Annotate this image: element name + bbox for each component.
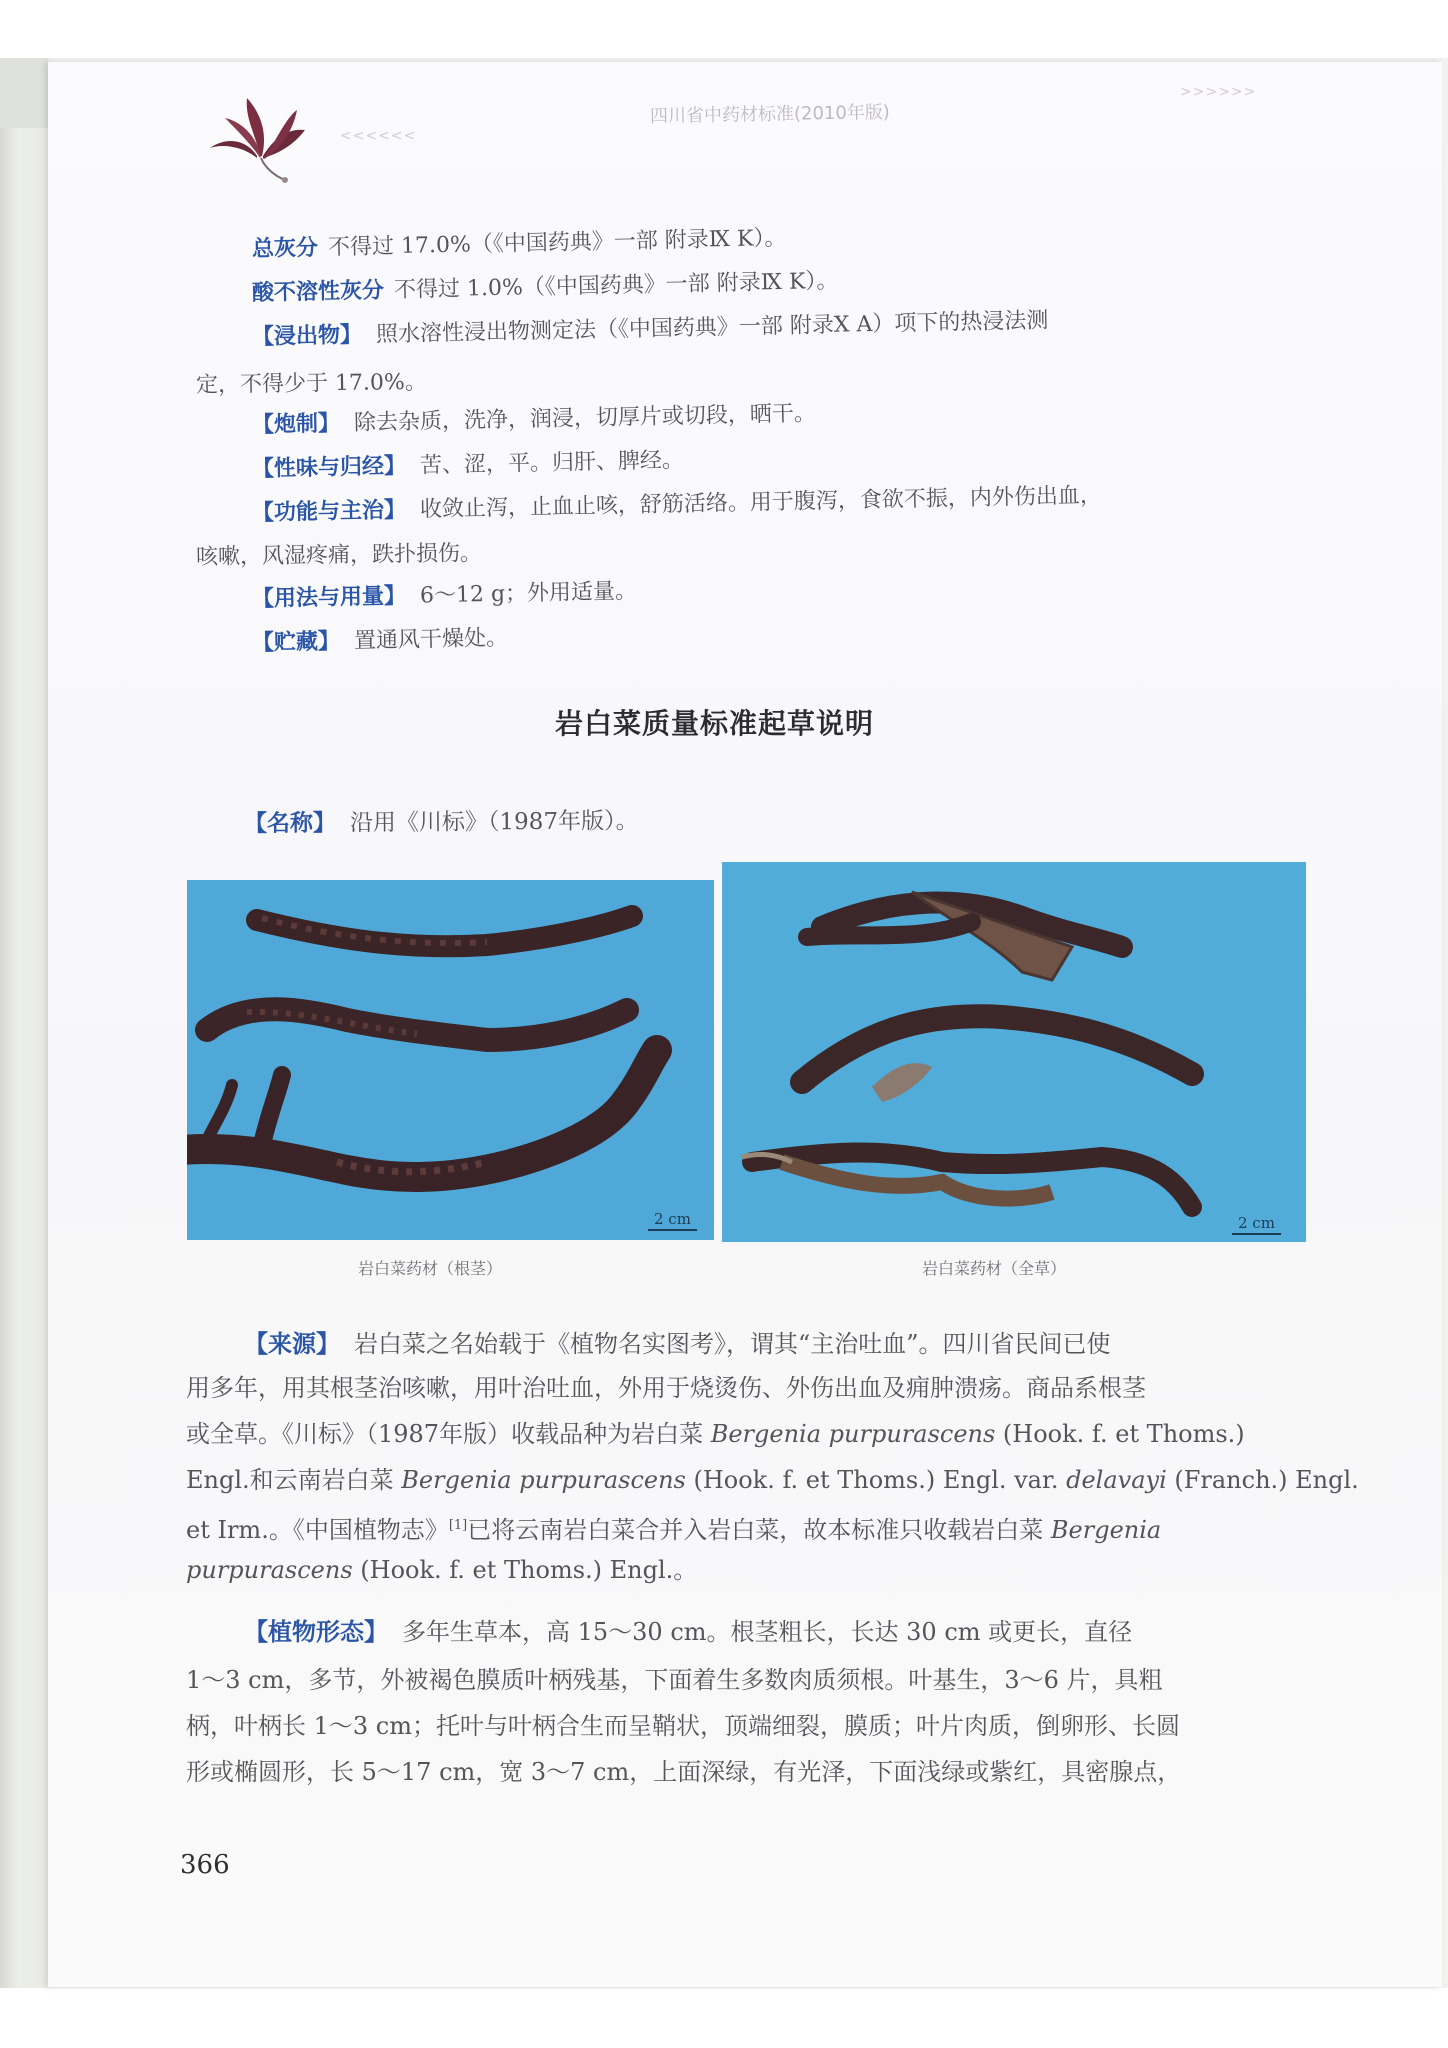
function-label: 【功能与主治】 (251, 497, 407, 526)
latin-name-2: Bergenia purpurascens (401, 1466, 686, 1494)
latin-var-name: delavayi (1066, 1466, 1167, 1494)
source-text-5a: et Irm.。《中国植物志》 (186, 1516, 449, 1544)
source-text-3c: (Hook. f. et Thoms.) (995, 1420, 1245, 1448)
extract-text-2: 定，不得少于 17.0%。 (195, 369, 428, 398)
morphology-line-2 (186, 1666, 1336, 1694)
morphology-line-1 (244, 1618, 1394, 1646)
source-text-1: 岩白菜之名始载于《植物名实图考》，谓其“主治吐血”。四川省民间已使 (354, 1330, 1111, 1358)
scale-bar-2: 2 cm (1232, 1214, 1281, 1235)
usage-text: 6～12 g；外用适量。 (419, 578, 638, 609)
rhizome-photo (187, 880, 714, 1240)
ash-acid-text: 不得过 1.0%（《中国药典》一部 附录Ⅸ K）。 (393, 268, 839, 304)
morphology-text-2: 1～3 cm，多节，外被褐色膜质叶柄残基，下面着生多数肉质须根。叶基生，3～6 片，具粗 (186, 1666, 1163, 1694)
section-title: 岩白菜质量标准起草说明 (555, 707, 875, 740)
nature-text: 苦、涩，平。归肝、脾经。 (419, 447, 685, 479)
source-text-5b: 已将云南岩白菜合并入岩白菜，故本标准只收载岩白菜 (467, 1516, 1051, 1544)
ash-total-text: 不得过 17.0%（《中国药典》一部 附录Ⅸ K）。 (327, 225, 787, 261)
source-line-4 (186, 1466, 1359, 1494)
source-line-2 (186, 1374, 1336, 1402)
source-text-3a: 或全草。《川标》（1987年版）收载品种为岩白菜 (186, 1420, 711, 1448)
source-line-3 (186, 1420, 1336, 1448)
source-text-6b: (Hook. f. et Thoms.) Engl.。 (352, 1556, 698, 1584)
morphology-line-4 (186, 1758, 1336, 1786)
extract-text: 照水溶性浸出物测定法（《中国药典》一部 附录Ⅹ A）项下的热浸法测 (375, 308, 1049, 348)
nature-label: 【性味与归经】 (251, 453, 407, 482)
latin-name-1: Bergenia purpurascens (710, 1420, 996, 1448)
morphology-text-3: 柄，叶柄长 1～3 cm；托叶与叶柄合生而呈鞘状，顶端细裂，膜质；叶片肉质，倒卵形、长圆 (186, 1712, 1180, 1740)
storage-label: 【贮藏】 (251, 629, 341, 656)
ash-acid-label: 酸不溶性灰分 (251, 278, 385, 306)
ash-total-label: 总灰分 (251, 235, 319, 262)
source-line-1 (244, 1330, 1394, 1358)
extract-label: 【浸出物】 (251, 322, 363, 350)
header-ornament-left: <<<<<< (340, 128, 417, 144)
source-text-4a: Engl.和云南岩白菜 (186, 1466, 402, 1494)
usage-label: 【用法与用量】 (251, 583, 407, 612)
page-edge (0, 58, 48, 128)
source-line-5 (186, 1512, 1336, 1544)
source-label: 【来源】 (244, 1330, 340, 1358)
source-text-4e: (Franch.) Engl. (1166, 1466, 1359, 1494)
morphology-text-4: 形或椭圆形，长 5～17 cm，宽 3～7 cm，上面深绿，有光泽，下面浅绿或紫红，具密腺点， (186, 1758, 1182, 1786)
reference-marker: [1] (448, 1518, 468, 1533)
source-text-4c: (Hook. f. et Thoms.) Engl. var. (685, 1466, 1067, 1494)
header-ornament-right: >>>>>> (1180, 84, 1257, 100)
leaf-logo-icon (205, 88, 315, 188)
name-text: 沿用《川标》（1987年版）。 (349, 808, 639, 837)
storage-text: 置通风干燥处。 (353, 625, 509, 654)
morphology-label: 【植物形态】 (244, 1618, 388, 1646)
function-text: 收敛止泻，止血止咳，舒筋活络。用于腹泻，食欲不振，内外伤出血， (419, 483, 1103, 523)
photo-caption-1: 岩白菜药材（根茎） (358, 1259, 503, 1278)
name-label: 【名称】 (243, 810, 337, 837)
morphology-text-1: 多年生草本，高 15～30 cm。根茎粗长，长达 30 cm 或更长，直径 (402, 1618, 1133, 1646)
function-text-2: 咳嗽，风湿疼痛，跌扑损伤。 (195, 541, 483, 570)
whole-herb-photo (722, 862, 1306, 1242)
source-line-6 (186, 1556, 1336, 1584)
latin-epithet: purpurascens (186, 1556, 353, 1584)
running-header: 四川省中药材标准(2010年版) (649, 101, 891, 128)
source-text-2: 用多年，用其根茎治咳嗽，用叶治吐血，外用于烧烫伤、外伤出血及痈肿溃疡。商品系根茎 (186, 1374, 1146, 1402)
photo-caption-2: 岩白菜药材（全草） (922, 1259, 1067, 1278)
page-number: 366 (180, 1850, 230, 1880)
latin-name-3: Bergenia (1050, 1516, 1162, 1544)
morphology-line-3 (186, 1712, 1336, 1740)
scale-bar-1: 2 cm (648, 1210, 697, 1231)
processing-label: 【炮制】 (251, 411, 341, 438)
processing-text: 除去杂质，洗净，润浸，切厚片或切段，晒干。 (353, 401, 817, 436)
